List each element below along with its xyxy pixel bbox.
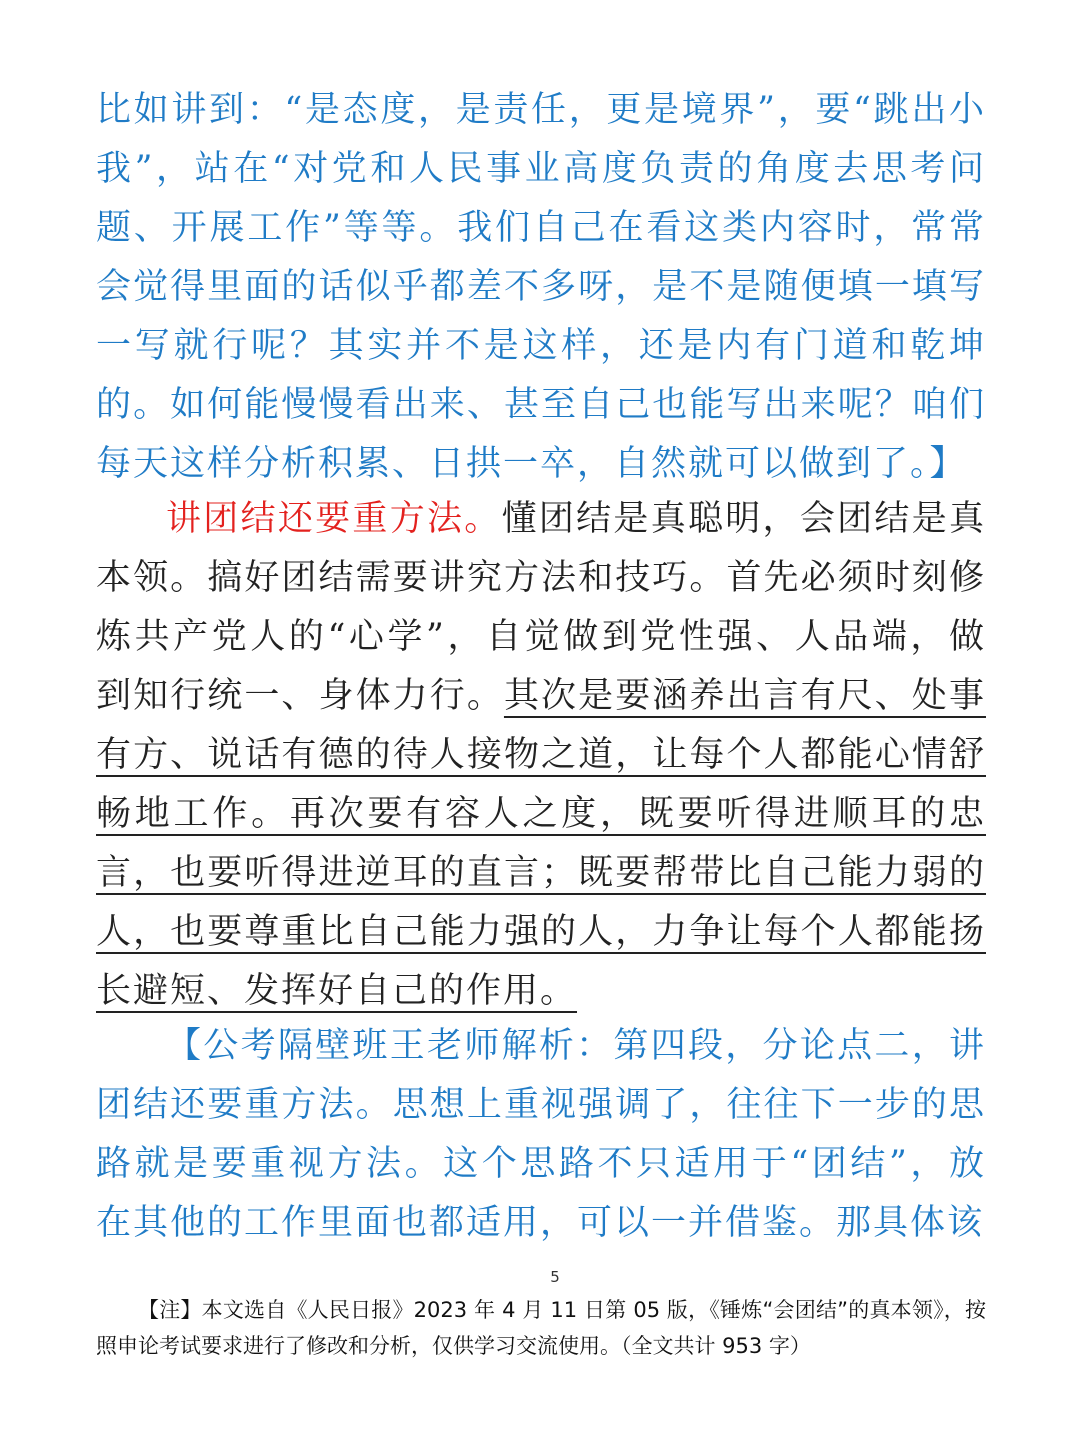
body-paragraph-unity-method [96,490,986,1021]
body-plain-text: 懂团结是真聪明，会团结是真本领。搞好团结需要讲究方法和技巧。首先必须时刻修炼共产党人的“心学”，自觉做到党性强、人品端，做到知行统一、身体力行。 [96,499,986,716]
page-number: 5 [550,1268,560,1286]
analysis-paragraph-continued: 比如讲到：“是态度，是责任，更是境界”，要“跳出小我”，站在“对党和人民事业高度负责的角度去思考问题、开展工作”等等。我们自己在看这类内容时，常常会觉得里面的话似乎都差不多呀，是不是随便填一填写一写就行呢？其实并不是这样，还是内有门道和乾坤的。如何能慢慢看出来、甚至自己也能写出来呢？咱们每天这样分析积累、日拱一卒，自然就可以做到了。】 [96,90,986,484]
source-footnote: 【注】本文选自《人民日报》2023 年 4 月 11 日第 05 版，《锤炼“会团结”的真本领》，按照申论考试要求进行了修改和分析，仅供学习交流使用。（全文共计 953 字） [96,1298,986,1358]
subpoint-heading: 讲团结还要重方法。 [166,499,502,539]
analysis-paragraph-section-four: 【公考隔壁班王老师解析：第四段，分论点二，讲团结还要重方法。思想上重视强调了，往往下一步的思路就是要重视方法。这个思路不只适用于“团结”，放在其他的工作里面也都适用，可以一并借鉴。那具体该 [96,1026,986,1243]
underlined-key-sentences: 其次是要涵养出言有尺、处事有方、说话有德的待人接物之道，让每个人都能心情舒畅地工作。再次要有容人之度，既要听得进顺耳的忠言，也要听得进逆耳的直言；既要帮带比自己能力弱的人，也要尊重比自己能力强的人，力争让每个人都能扬长避短、发挥好自己的作用。 [96,676,986,1011]
